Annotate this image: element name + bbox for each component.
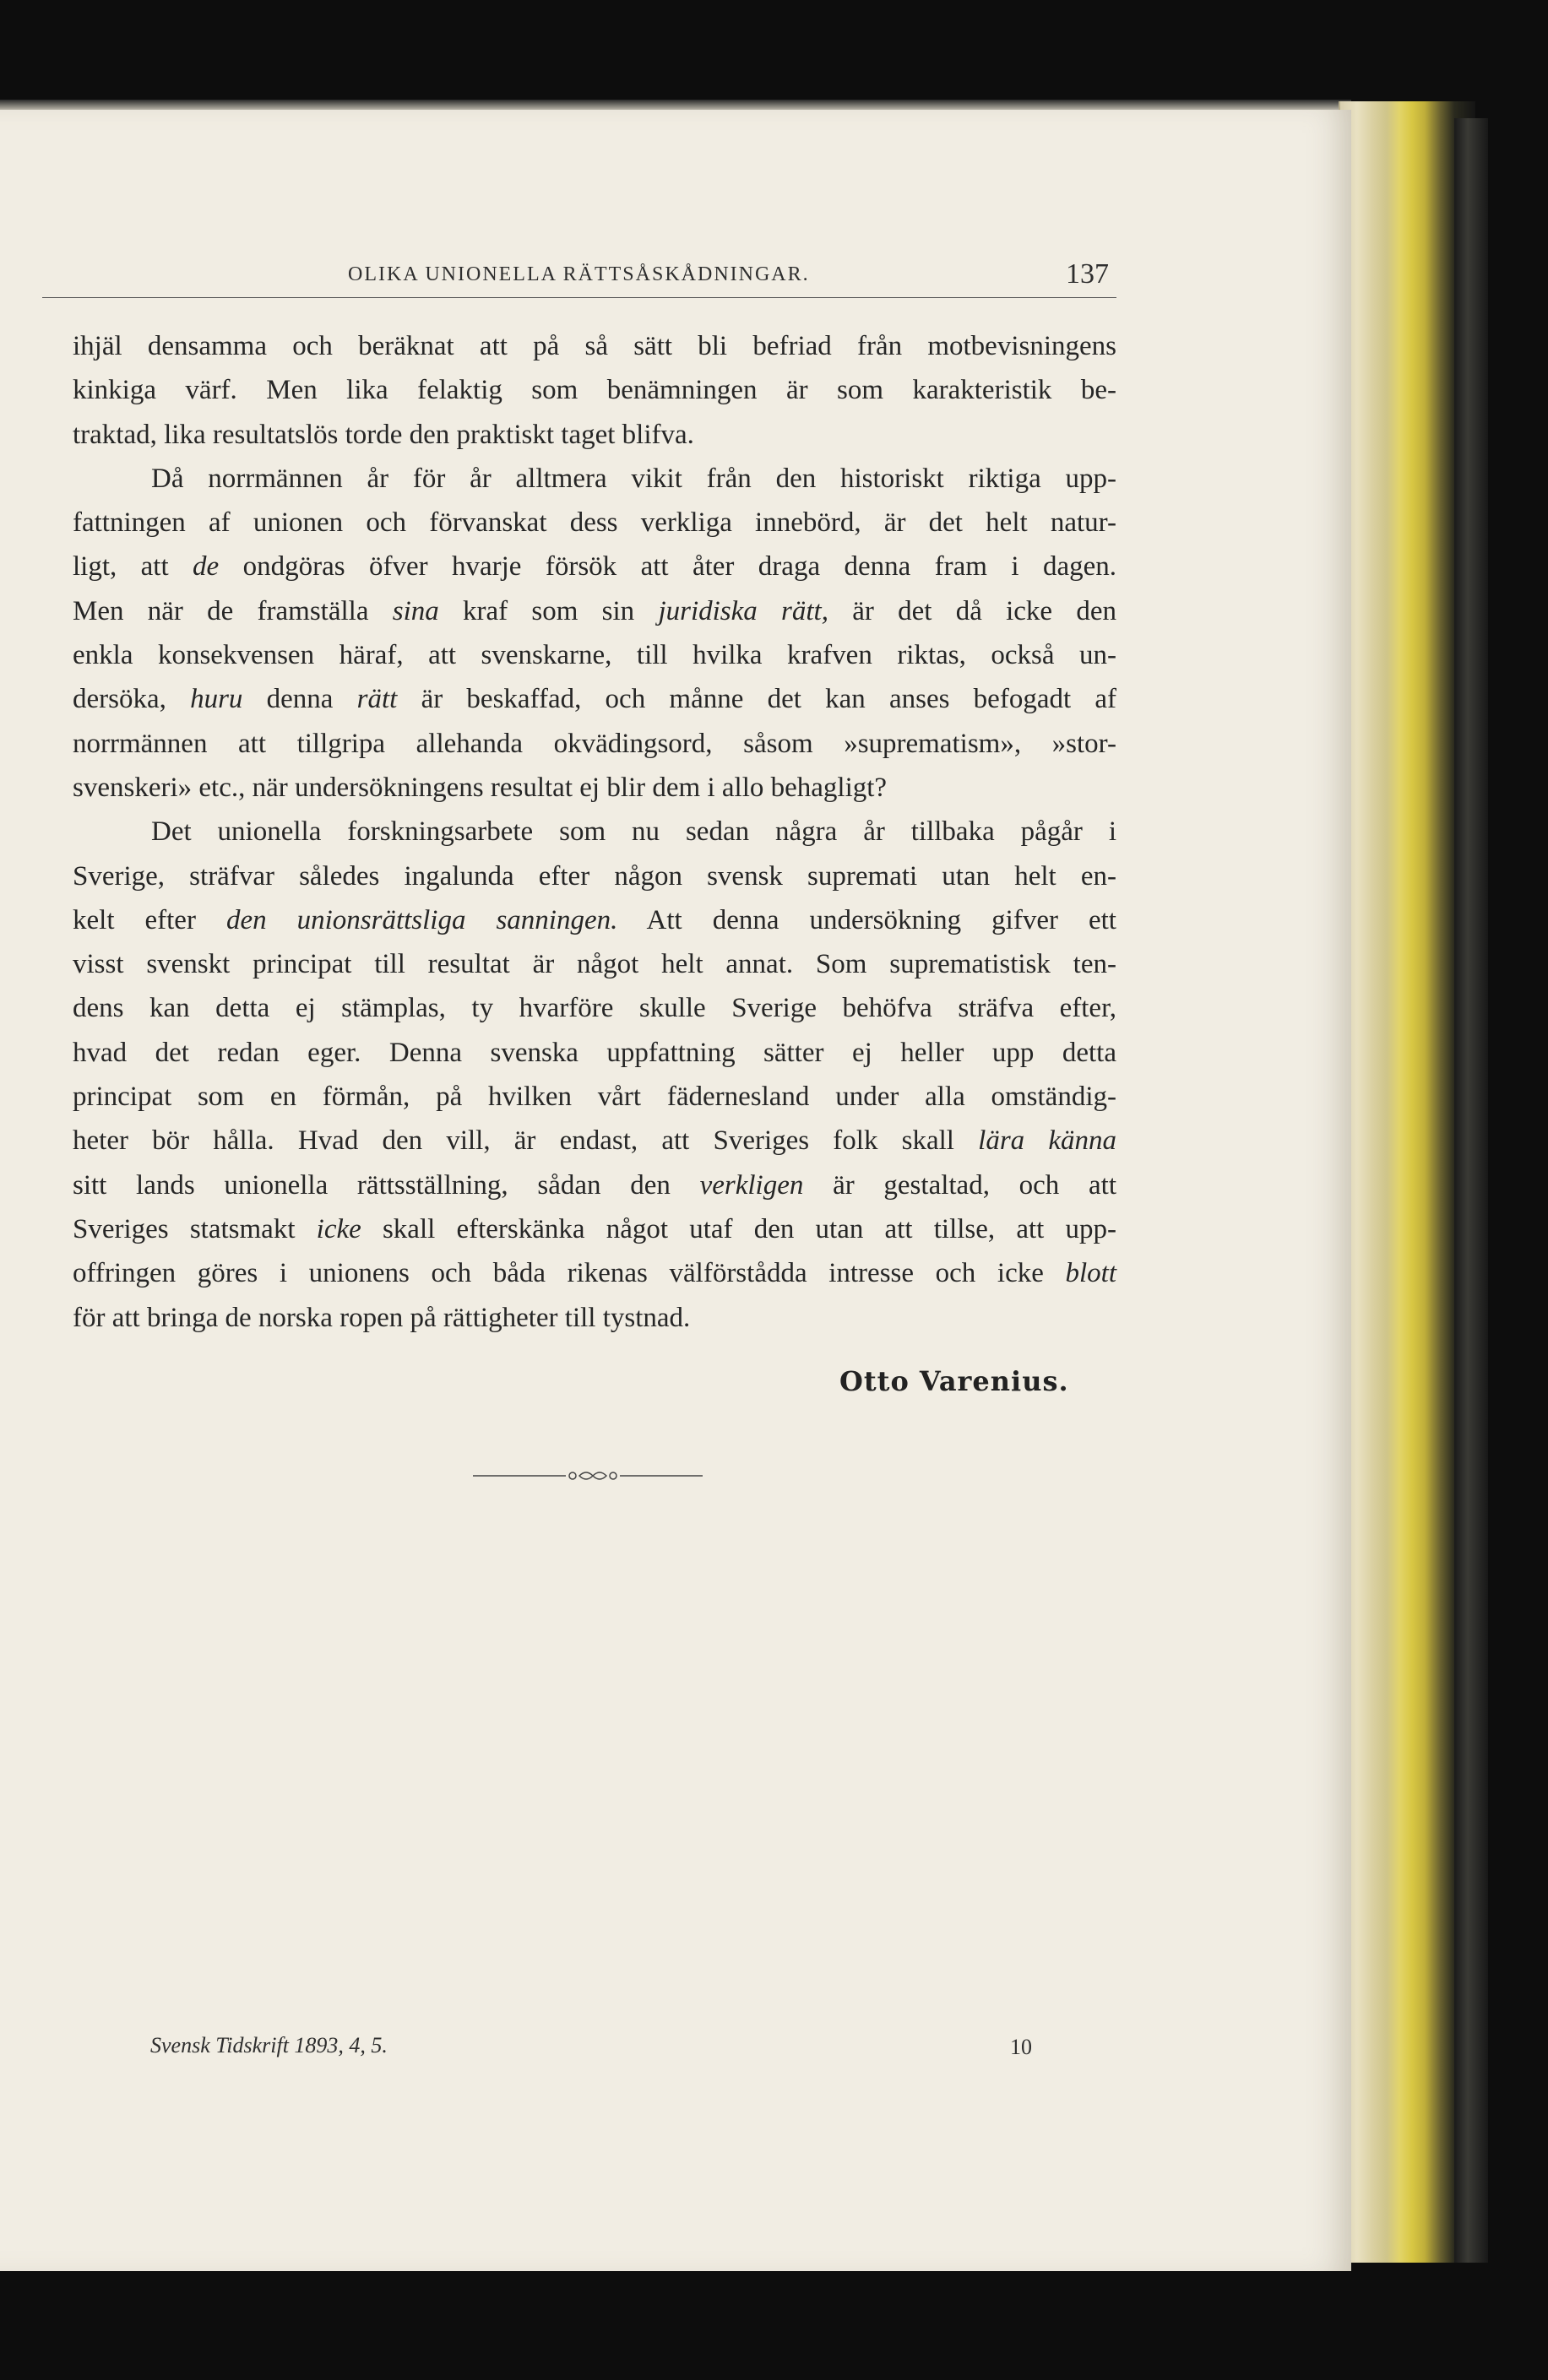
text-line: fattningen af unionen och förvanskat dess verkliga innebörd, är det helt natur- [73,507,1116,539]
text-line: svenskeri» etc., när undersökningens resultat ej blir dem i allo behagligt? [73,772,888,803]
text-line: dersöka, huru denna rätt är beskaffad, och månne det kan anses befogadt af [73,684,1116,715]
text-line: principat som en förmån, på hvilken vårt fädernesland under alla omständig- [73,1082,1116,1113]
book-spine [1454,118,1488,2263]
body-text [73,324,1116,1340]
text-line: Då norrmännen år för år alltmera vikit från den historiskt riktiga upp- [151,463,1116,494]
text-line: offringen göres i unionens och båda rikenas välförstådda intresse och icke blott [73,1258,1116,1289]
text-line: enkla konsekvensen häraf, att svenskarne, till hvilka krafven riktas, också un- [73,640,1116,671]
text-line: kinkiga värf. Men lika felaktig som benämningen är som karakteristik be- [73,375,1116,406]
author-signature: Otto Varenius. [839,1365,1069,1397]
text-line: Sveriges statsmakt icke skall efterskänka något utaf den utan att tillse, att upp- [73,1213,1116,1244]
ornament-divider [473,1466,709,1486]
page-number: 137 [1066,258,1109,290]
text-line: för att bringa de norska ropen på rättigheter till tystnad. [73,1302,691,1333]
text-line: traktad, lika resultatslös torde den praktiskt taget blifva. [73,419,694,450]
footer-source: Svensk Tidskrift 1893, 4, 5. [150,2033,388,2057]
text-line: visst svenskt principat till resultat är något helt annat. Som suprematistisk ten- [73,949,1116,980]
footer-signature-mark: 10 [1010,2035,1032,2059]
text-line: ligt, att de ondgöras öfver hvarje försök att åter draga denna fram i dagen. [73,551,1116,583]
text-line: dens kan detta ej stämplas, ty hvarföre skulle Sverige behöfva sträfva efter, [73,993,1116,1024]
header-rule [42,297,1116,298]
text-line: Det unionella forskningsarbete som nu sedan några år tillbaka pågår i [151,816,1116,848]
text-line: norrmännen att tillgripa allehanda okvädingsord, såsom »suprematism», »stor- [73,728,1116,759]
text-line: Sverige, sträfvar således ingalunda efter någon svensk supremati utan helt en- [73,860,1116,892]
text-line: Men när de framställa sina kraf som sin juridiska rätt, är det då icke den [73,595,1116,626]
text-line: ihjäl densamma och beräknat att på så sätt bli befriad från motbevisningens [73,331,1116,361]
text-line: hvad det redan eger. Denna svenska uppfattning sätter ej heller upp detta [73,1037,1116,1068]
running-head: OLIKA UNIONELLA RÄTTSÅSKÅDNINGAR. [348,263,810,285]
text-line: kelt efter den unionsrättsliga sanningen. Att denna undersökning gifver ett [73,904,1116,935]
text-line: sitt lands unionella rättsställning, sådan den verkligen är gestaltad, och att [73,1169,1116,1201]
text-line: heter bör hålla. Hvad den vill, är endast, att Sveriges folk skall lära känna [73,1125,1116,1157]
